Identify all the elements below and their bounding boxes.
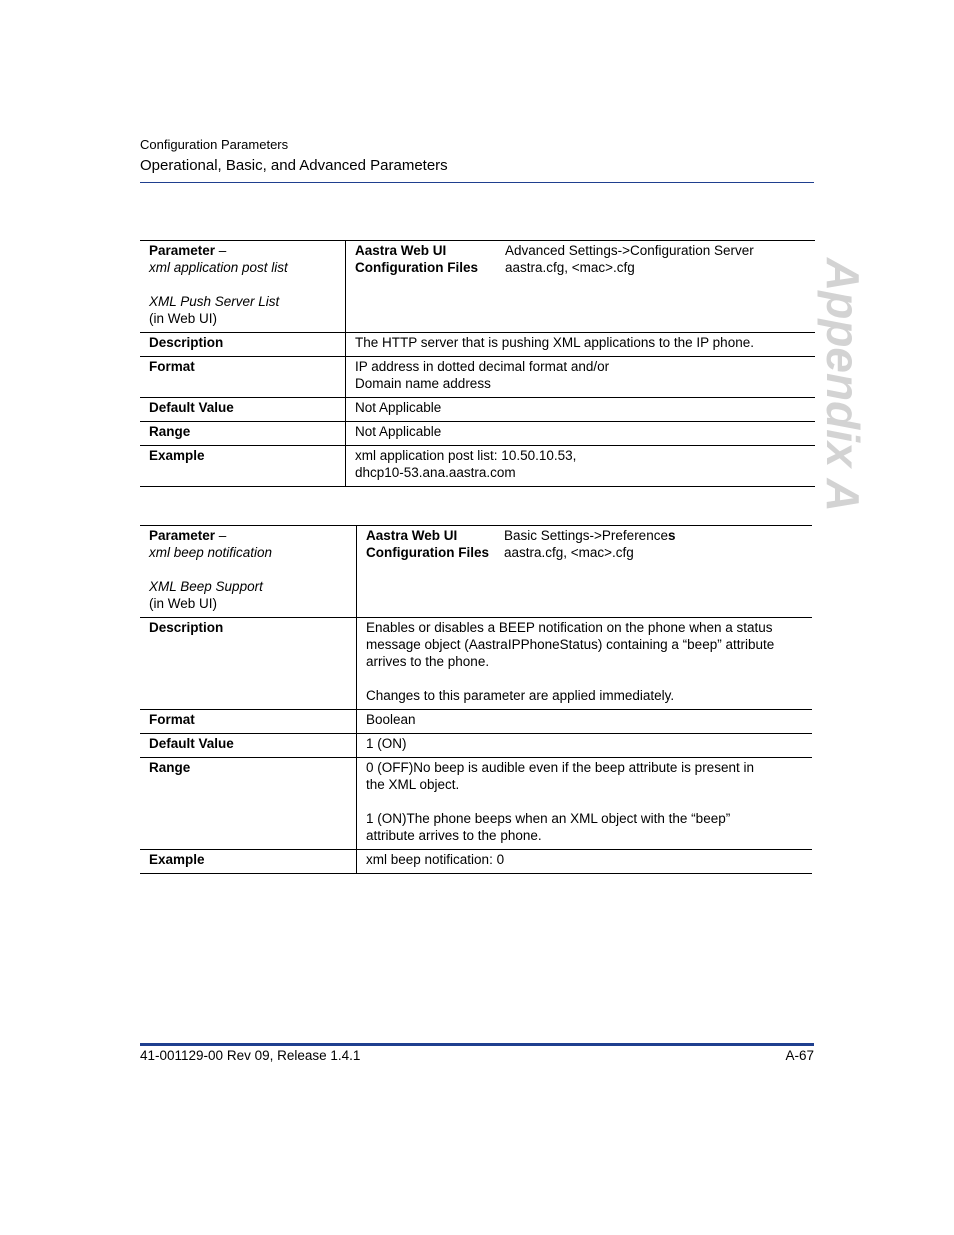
example-label: Example (149, 852, 205, 867)
param-cell (140, 526, 357, 618)
default-label: Default Value (149, 736, 234, 751)
example-value: xml beep notification: 0 (366, 852, 505, 867)
range-value: Not Applicable (355, 424, 442, 439)
description-label: Description (149, 620, 224, 635)
format-row (140, 357, 815, 398)
example-row (140, 446, 815, 487)
web-ui-value-tail: s (667, 528, 676, 543)
config-files-label: Configuration Files (355, 260, 478, 275)
config-files-value: aastra.cfg, <mac>.cfg (504, 545, 634, 560)
header-rule (140, 182, 814, 183)
param-table-xml-beep-notification (140, 525, 812, 874)
range-row (140, 422, 815, 446)
location-cell (346, 241, 816, 333)
param-dash: – (215, 528, 227, 543)
param-dash: – (215, 243, 227, 258)
description-line: Enables or disables a BEEP notification on the phone when a status (366, 620, 773, 635)
example-row (140, 850, 812, 874)
range-row (140, 758, 812, 850)
description-row (140, 618, 812, 710)
default-row (140, 734, 812, 758)
param-row (140, 241, 815, 333)
web-ui-value: Advanced Settings->Configuration Server (505, 243, 754, 258)
web-ui-value: Basic Settings->Preference (504, 528, 668, 543)
web-note: (in Web UI) (149, 596, 218, 611)
web-ui-label: Aastra Web UI (355, 243, 447, 258)
param-cell (140, 241, 346, 333)
web-ui-label: Aastra Web UI (366, 528, 458, 543)
range-line: 0 (OFF)No beep is audible even if the beep attribute is present in (366, 760, 754, 775)
description-line: arrives to the phone. (366, 654, 490, 669)
description-row (140, 333, 815, 357)
param-name: xml beep notification (149, 545, 273, 560)
header-subsection: Operational, Basic, and Advanced Parameters (140, 157, 448, 174)
param-row (140, 526, 812, 618)
range-line: the XML object. (366, 777, 460, 792)
format-label: Format (149, 359, 195, 374)
default-label: Default Value (149, 400, 234, 415)
footer-page-number: A-67 (785, 1048, 814, 1063)
location-cell (357, 526, 813, 618)
default-row (140, 398, 815, 422)
format-value: Boolean (366, 712, 416, 727)
range-label: Range (149, 424, 191, 439)
description-line: message object (AastraIPPhoneStatus) containing a “beep” attribute (366, 637, 775, 652)
range-label: Range (149, 760, 191, 775)
format-line: Domain name address (355, 376, 491, 391)
range-line: 1 (ON)The phone beeps when an XML object with the “beep” (366, 811, 731, 826)
param-table-xml-application-post-list (140, 240, 815, 487)
description-label: Description (149, 335, 224, 350)
param-label: Parameter (149, 528, 216, 543)
default-value: 1 (ON) (366, 736, 407, 751)
range-line: attribute arrives to the phone. (366, 828, 542, 843)
config-files-value: aastra.cfg, <mac>.cfg (505, 260, 635, 275)
format-label: Format (149, 712, 195, 727)
footer-doc-id: 41-001129-00 Rev 09, Release 1.4.1 (140, 1048, 361, 1063)
param-label: Parameter (149, 243, 216, 258)
example-label: Example (149, 448, 205, 463)
footer-rule (140, 1043, 814, 1046)
format-row (140, 710, 812, 734)
web-name: XML Push Server List (149, 294, 280, 309)
example-line: xml application post list: 10.50.10.53, (355, 448, 577, 463)
format-line: IP address in dotted decimal format and/or (355, 359, 610, 374)
param-name: xml application post list (149, 260, 288, 275)
web-note: (in Web UI) (149, 311, 218, 326)
description-line: Changes to this parameter are applied immediately. (366, 688, 675, 703)
description-text: The HTTP server that is pushing XML applications to the IP phone. (355, 335, 754, 350)
web-name: XML Beep Support (149, 579, 263, 594)
appendix-side-tab: Appendix A (817, 258, 869, 512)
default-value: Not Applicable (355, 400, 442, 415)
header-section: Configuration Parameters (140, 137, 289, 152)
example-line: dhcp10-53.ana.aastra.com (355, 465, 516, 480)
config-files-label: Configuration Files (366, 545, 489, 560)
